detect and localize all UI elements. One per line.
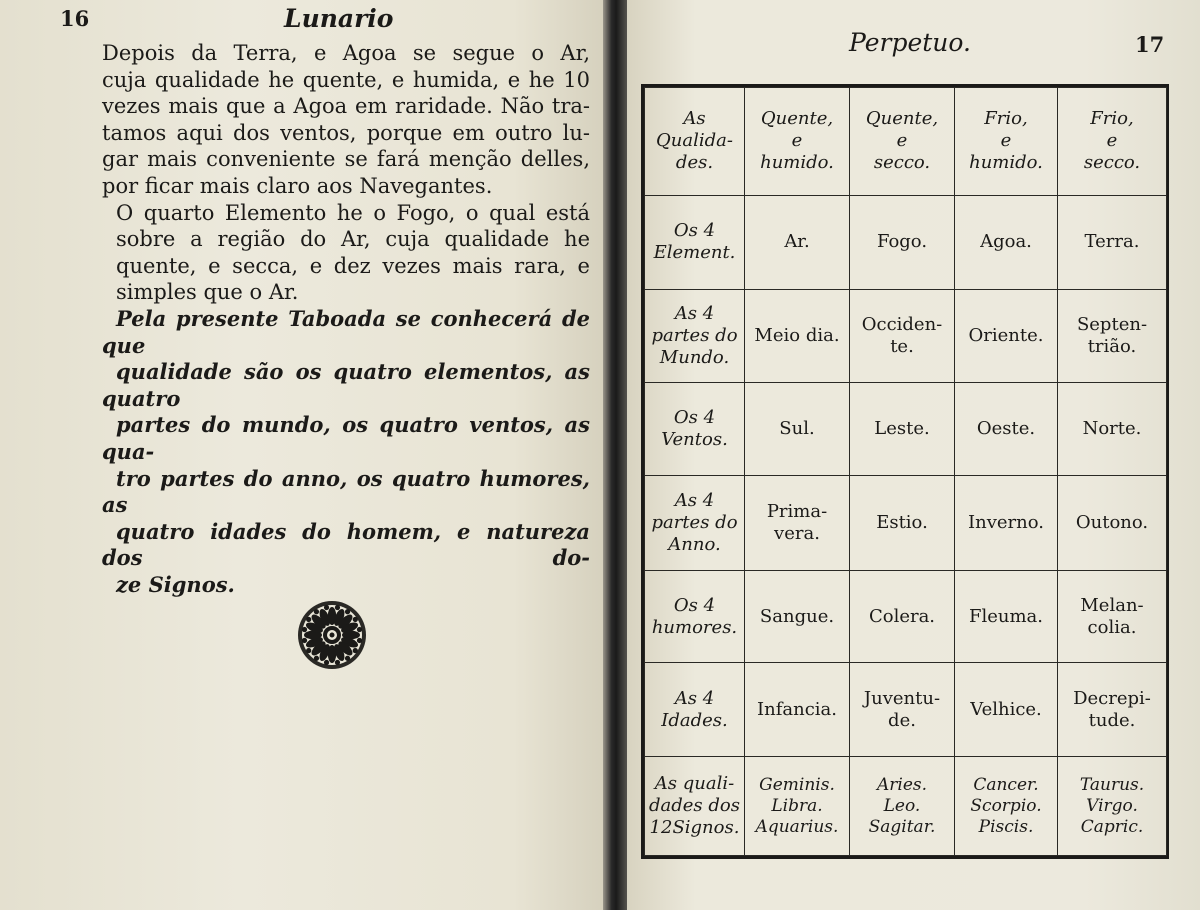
table-row [645,663,1167,757]
paragraph [102,40,590,200]
page-number-right: 17 [1135,32,1165,57]
cell-line: Mundo. [659,347,730,368]
table-cell [850,663,955,757]
text-line: O quarto Elemento he o Fogo, o qual está [116,200,590,225]
page-number-left: 16 [60,6,90,31]
cell-line: Fogo. [876,231,928,253]
cell-line: Prima- [766,500,828,522]
table-row [645,757,1167,856]
table-cell [745,476,850,571]
table-row [645,570,1167,663]
cell-line: Os 4 [673,407,716,429]
cell-line: Juventu- [863,687,941,709]
cell-line: Sagitar. [868,816,936,837]
table-cell [745,383,850,476]
row-header [645,757,745,856]
cell-line: Norte. [1082,418,1142,440]
paragraph [102,306,590,599]
text-line: quatro idades do homem, e natureza dos do- [102,518,590,571]
text-line: quente, e secca, e dez vezes mais rara, e [116,253,590,278]
cell-line: Capric. [1080,816,1144,837]
column-header [1058,88,1167,196]
cell-line: Melan- [1080,594,1144,616]
text-line: simples que o Ar. [116,280,299,305]
cell-line: Taurus. [1079,774,1145,795]
cell-line: partes do [651,511,738,533]
table-cell [745,570,850,663]
cell-line: Quente, [865,108,939,130]
cell-line: e [896,130,908,152]
table-cell [955,757,1058,856]
table-cell [850,570,955,663]
cell-line: Os 4 [673,220,716,242]
cell-line: secco. [1083,152,1141,174]
cell-line: Sangue. [759,605,835,627]
cell-line: humido. [969,152,1043,174]
table-cell [850,383,955,476]
table-cell [850,289,955,383]
cell-line: Agoa. [980,231,1032,253]
table-cell [955,570,1058,663]
row-header [645,195,745,289]
cell-line: Terra. [1084,231,1140,253]
cell-line: Leo. [883,795,921,816]
table-cell [850,757,955,856]
column-header [745,88,850,196]
running-head-right: Perpetuo. [849,28,971,57]
cell-line: Scorpio. [970,795,1042,816]
qualities-table [641,84,1169,859]
cell-line: Idades. [661,709,728,731]
table-cell [955,383,1058,476]
text-line: cuja qualidade he quente, e humida, e he 10 [102,67,590,92]
table-cell [1058,757,1167,856]
cell-line: humores. [651,616,738,638]
cell-line: Oriente. [968,325,1044,346]
table-cell [1058,663,1167,757]
cell-line: Inverno. [968,511,1044,533]
cell-line: trião. [1087,336,1137,357]
qualities-grid [644,87,1167,856]
cell-line: Libra. [771,795,823,816]
text-line: sobre a região do Ar, cuja qualidade he [116,227,590,252]
cell-line: Occiden- [861,314,943,335]
running-head-left: Lunario [284,4,394,33]
cell-line: Septen- [1076,314,1148,335]
table-row [645,476,1167,571]
cell-line: As 4 [674,687,715,709]
table-cell [955,289,1058,383]
cell-line: Oeste. [976,418,1036,440]
cell-line: Virgo. [1086,795,1138,816]
cell-line: Ventos. [661,429,728,451]
text-line: gar mais conveniente se fará menção delles, [102,147,590,172]
table-cell [1058,289,1167,383]
cell-line: Aquarius. [755,816,839,837]
cell-line: Outono. [1075,511,1149,533]
cell-line: humido. [760,152,834,174]
table-cell [955,476,1058,571]
cell-line: Piscis. [978,816,1034,837]
cell-line: te. [890,336,914,357]
cell-line: e [1000,130,1012,152]
cell-line: colia. [1087,616,1137,638]
table-cell [850,476,955,571]
table-row [645,383,1167,476]
cell-line: des. [675,152,714,174]
row-header [645,663,745,757]
cell-line: Meio dia. [754,325,840,346]
table-cell [745,757,850,856]
text-line: tro partes do anno, os quatro humores, as [102,465,590,518]
table-cell [955,663,1058,757]
cell-line: Quente, [760,108,834,130]
header-corner-cell [645,88,745,196]
table-cell [1058,476,1167,571]
cell-line: tude. [1088,709,1136,731]
text-line: tamos aqui dos ventos, porque em outro lu- [102,120,590,145]
text-line: ze Signos. [116,571,235,597]
cell-line: secco. [873,152,931,174]
table-cell [745,289,850,383]
floral-ornament-icon [295,598,369,672]
cell-line: Qualida- [656,130,733,152]
column-header [850,88,955,196]
table-header-row [645,88,1167,196]
cell-line: Os 4 [673,594,716,616]
cell-line: Frio, [984,108,1028,130]
cell-line: de. [888,709,916,731]
table-cell [745,195,850,289]
table-row [645,195,1167,289]
table-row [645,289,1167,383]
cell-line: dades dos [649,795,740,817]
cell-line: Aries. [876,774,928,795]
text-line: Pela presente Taboada se conhecerá de que [102,305,590,358]
row-header [645,570,745,663]
table-cell [955,195,1058,289]
row-header [645,289,745,383]
cell-line: 12Signos. [649,817,740,839]
row-header [645,476,745,571]
cell-line: As 4 [674,303,715,324]
table-cell [850,195,955,289]
cell-line: Sul. [779,418,815,440]
cell-line: e [1106,130,1118,152]
cell-line: Infancia. [757,698,837,720]
row-header [645,383,745,476]
text-line: qualidade são os quatro elementos, as quatro [102,359,590,411]
cell-line: Estio. [876,511,928,533]
cell-line: vera. [774,522,820,544]
cell-line: Leste. [874,418,930,440]
text-line: por ficar mais claro aos Navegantes. [102,173,493,198]
cell-line: Decrepi- [1073,687,1151,709]
cell-line: Ar. [784,231,810,253]
cell-line: As 4 [674,489,715,511]
cell-line: Fleuma. [968,605,1043,627]
cell-line: Cancer. [973,774,1039,795]
book-gutter [603,0,627,910]
text-line: Depois da Terra, e Agoa se segue o Ar, [102,41,590,65]
paragraph [102,200,590,306]
cell-line: Anno. [668,533,721,555]
table-cell [1058,570,1167,663]
table-cell [1058,383,1167,476]
cell-line: Velhice. [970,698,1042,720]
cell-line: As quali- [654,773,735,795]
cell-line: Element. [653,242,736,264]
cell-line: As [683,108,706,130]
column-header [955,88,1058,196]
cell-line: Geminis. [759,774,835,795]
cell-line: Colera. [868,605,936,627]
table-cell [1058,195,1167,289]
text-line: vezes mais que a Agoa em raridade. Não tra- [102,94,590,119]
left-body-text [102,40,590,598]
text-line: partes do mundo, os quatro ventos, as qua- [102,412,590,464]
table-cell [745,663,850,757]
right-page [627,0,1200,910]
cell-line: e [791,130,803,152]
cell-line: Frio, [1090,108,1134,130]
cell-line: partes do [651,325,738,346]
